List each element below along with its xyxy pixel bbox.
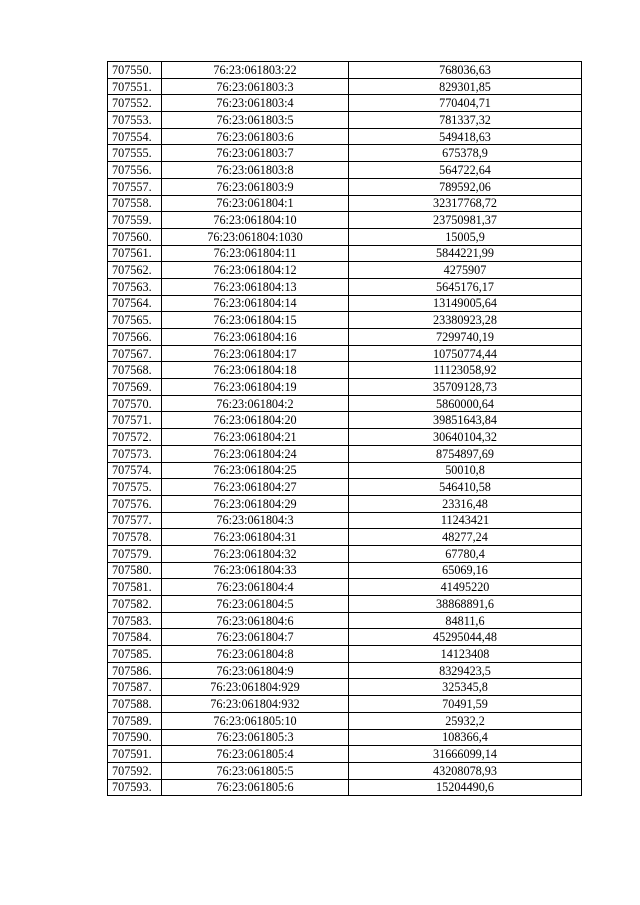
row-number-cell: 707564.	[108, 295, 162, 312]
row-number-cell: 707591.	[108, 746, 162, 763]
table-row	[108, 195, 582, 212]
row-number-cell: 707587.	[108, 679, 162, 696]
row-number-cell: 707576.	[108, 495, 162, 512]
cadastral-number-cell: 76:23:061804:25	[162, 462, 349, 479]
table-row	[108, 362, 582, 379]
table-row	[108, 262, 582, 279]
cadastral-number-cell: 76:23:061804:33	[162, 562, 349, 579]
table-row	[108, 162, 582, 179]
table-row	[108, 545, 582, 562]
row-number-cell: 707575.	[108, 479, 162, 496]
table-row	[108, 295, 582, 312]
row-number-cell: 707589.	[108, 712, 162, 729]
cadastral-number-cell: 76:23:061805:10	[162, 712, 349, 729]
row-number-cell: 707570.	[108, 395, 162, 412]
cadastral-number-cell: 76:23:061804:27	[162, 479, 349, 496]
cadastral-number-cell: 76:23:061804:4	[162, 579, 349, 596]
cadastral-number-cell: 76:23:061803:5	[162, 112, 349, 129]
table-row	[108, 412, 582, 429]
cadastral-number-cell: 76:23:061803:6	[162, 128, 349, 145]
table-row	[108, 178, 582, 195]
row-number-cell: 707555.	[108, 145, 162, 162]
row-number-cell: 707593.	[108, 779, 162, 796]
cadastral-number-cell: 76:23:061804:32	[162, 545, 349, 562]
row-number-cell: 707556.	[108, 162, 162, 179]
cadastral-number-cell: 76:23:061804:932	[162, 696, 349, 713]
table-row	[108, 712, 582, 729]
table-row	[108, 345, 582, 362]
value-cell: 5844221,99	[349, 245, 582, 262]
value-cell: 32317768,72	[349, 195, 582, 212]
cadastral-number-cell: 76:23:061804:11	[162, 245, 349, 262]
table-row	[108, 245, 582, 262]
cadastral-number-cell: 76:23:061804:1	[162, 195, 349, 212]
row-number-cell: 707563.	[108, 278, 162, 295]
value-cell: 781337,32	[349, 112, 582, 129]
value-cell: 8754897,69	[349, 445, 582, 462]
table-row	[108, 529, 582, 546]
cadastral-number-cell: 76:23:061804:15	[162, 312, 349, 329]
cadastral-number-cell: 76:23:061804:5	[162, 596, 349, 613]
value-cell: 70491,59	[349, 696, 582, 713]
value-cell: 549418,63	[349, 128, 582, 145]
row-number-cell: 707579.	[108, 545, 162, 562]
cadastral-number-cell: 76:23:061804:929	[162, 679, 349, 696]
value-cell: 41495220	[349, 579, 582, 596]
value-cell: 31666099,14	[349, 746, 582, 763]
cadastral-number-cell: 76:23:061804:2	[162, 395, 349, 412]
value-cell: 546410,58	[349, 479, 582, 496]
row-number-cell: 707559.	[108, 212, 162, 229]
row-number-cell: 707578.	[108, 529, 162, 546]
value-cell: 23380923,28	[349, 312, 582, 329]
row-number-cell: 707586.	[108, 662, 162, 679]
value-cell: 15204490,6	[349, 779, 582, 796]
table-row	[108, 112, 582, 129]
row-number-cell: 707567.	[108, 345, 162, 362]
row-number-cell: 707577.	[108, 512, 162, 529]
value-cell: 770404,71	[349, 95, 582, 112]
value-cell: 564722,64	[349, 162, 582, 179]
table-row	[108, 379, 582, 396]
table-row	[108, 629, 582, 646]
value-cell: 108366,4	[349, 729, 582, 746]
table-row	[108, 145, 582, 162]
value-cell: 45295044,48	[349, 629, 582, 646]
value-cell: 35709128,73	[349, 379, 582, 396]
row-number-cell: 707557.	[108, 178, 162, 195]
value-cell: 325345,8	[349, 679, 582, 696]
table-row	[108, 596, 582, 613]
row-number-cell: 707569.	[108, 379, 162, 396]
cadastral-number-cell: 76:23:061804:13	[162, 278, 349, 295]
value-cell: 13149005,64	[349, 295, 582, 312]
row-number-cell: 707582.	[108, 596, 162, 613]
value-cell: 11123058,92	[349, 362, 582, 379]
value-cell: 7299740,19	[349, 329, 582, 346]
cadastral-number-cell: 76:23:061803:22	[162, 62, 349, 79]
value-cell: 25932,2	[349, 712, 582, 729]
table-row	[108, 479, 582, 496]
table-row	[108, 429, 582, 446]
cadastral-number-cell: 76:23:061804:20	[162, 412, 349, 429]
cadastral-number-cell: 76:23:061804:21	[162, 429, 349, 446]
value-cell: 30640104,32	[349, 429, 582, 446]
table-row	[108, 679, 582, 696]
row-number-cell: 707553.	[108, 112, 162, 129]
row-number-cell: 707583.	[108, 612, 162, 629]
table-row	[108, 495, 582, 512]
table-row	[108, 746, 582, 763]
row-number-cell: 707558.	[108, 195, 162, 212]
table-row	[108, 462, 582, 479]
row-number-cell: 707592.	[108, 762, 162, 779]
value-cell: 39851643,84	[349, 412, 582, 429]
value-cell: 10750774,44	[349, 345, 582, 362]
row-number-cell: 707566.	[108, 329, 162, 346]
row-number-cell: 707581.	[108, 579, 162, 596]
value-cell: 65069,16	[349, 562, 582, 579]
row-number-cell: 707560.	[108, 228, 162, 245]
value-cell: 768036,63	[349, 62, 582, 79]
row-number-cell: 707580.	[108, 562, 162, 579]
table-row	[108, 228, 582, 245]
row-number-cell: 707573.	[108, 445, 162, 462]
cadastral-number-cell: 76:23:061804:17	[162, 345, 349, 362]
cadastral-number-cell: 76:23:061803:4	[162, 95, 349, 112]
row-number-cell: 707561.	[108, 245, 162, 262]
cadastral-number-cell: 76:23:061804:7	[162, 629, 349, 646]
value-cell: 50010,8	[349, 462, 582, 479]
value-cell: 675378,9	[349, 145, 582, 162]
cadastral-number-cell: 76:23:061803:3	[162, 78, 349, 95]
table-row	[108, 78, 582, 95]
row-number-cell: 707571.	[108, 412, 162, 429]
value-cell: 67780,4	[349, 545, 582, 562]
cadastral-number-cell: 76:23:061804:31	[162, 529, 349, 546]
value-cell: 38868891,6	[349, 596, 582, 613]
table-row	[108, 762, 582, 779]
cadastral-number-cell: 76:23:061804:6	[162, 612, 349, 629]
row-number-cell: 707562.	[108, 262, 162, 279]
row-number-cell: 707588.	[108, 696, 162, 713]
value-cell: 23750981,37	[349, 212, 582, 229]
cadastral-number-cell: 76:23:061804:19	[162, 379, 349, 396]
row-number-cell: 707584.	[108, 629, 162, 646]
table-row	[108, 646, 582, 663]
cadastral-value-table	[107, 61, 582, 796]
value-cell: 11243421	[349, 512, 582, 529]
table-row	[108, 579, 582, 596]
value-cell: 5645176,17	[349, 278, 582, 295]
cadastral-number-cell: 76:23:061805:4	[162, 746, 349, 763]
value-cell: 43208078,93	[349, 762, 582, 779]
cadastral-number-cell: 76:23:061805:5	[162, 762, 349, 779]
table-row	[108, 128, 582, 145]
value-cell: 48277,24	[349, 529, 582, 546]
cadastral-number-cell: 76:23:061804:12	[162, 262, 349, 279]
cadastral-number-cell: 76:23:061803:9	[162, 178, 349, 195]
cadastral-number-cell: 76:23:061805:6	[162, 779, 349, 796]
cadastral-number-cell: 76:23:061805:3	[162, 729, 349, 746]
cadastral-number-cell: 76:23:061804:14	[162, 295, 349, 312]
cadastral-number-cell: 76:23:061804:1030	[162, 228, 349, 245]
value-cell: 789592,06	[349, 178, 582, 195]
row-number-cell: 707565.	[108, 312, 162, 329]
row-number-cell: 707551.	[108, 78, 162, 95]
table-row	[108, 662, 582, 679]
value-cell: 4275907	[349, 262, 582, 279]
row-number-cell: 707574.	[108, 462, 162, 479]
value-cell: 15005,9	[349, 228, 582, 245]
row-number-cell: 707554.	[108, 128, 162, 145]
value-cell: 829301,85	[349, 78, 582, 95]
table-row	[108, 62, 582, 79]
row-number-cell: 707550.	[108, 62, 162, 79]
table-row	[108, 95, 582, 112]
table-row	[108, 562, 582, 579]
cadastral-number-cell: 76:23:061804:10	[162, 212, 349, 229]
table-row	[108, 212, 582, 229]
cadastral-number-cell: 76:23:061804:29	[162, 495, 349, 512]
row-number-cell: 707590.	[108, 729, 162, 746]
table-row	[108, 395, 582, 412]
cadastral-number-cell: 76:23:061804:3	[162, 512, 349, 529]
row-number-cell: 707572.	[108, 429, 162, 446]
cadastral-number-cell: 76:23:061804:16	[162, 329, 349, 346]
table-row	[108, 445, 582, 462]
value-cell: 5860000,64	[349, 395, 582, 412]
value-cell: 84811,6	[349, 612, 582, 629]
cadastral-number-cell: 76:23:061803:8	[162, 162, 349, 179]
value-cell: 14123408	[349, 646, 582, 663]
table-body	[108, 62, 582, 796]
row-number-cell: 707585.	[108, 646, 162, 663]
table-row	[108, 696, 582, 713]
table-row	[108, 729, 582, 746]
table-row	[108, 312, 582, 329]
row-number-cell: 707568.	[108, 362, 162, 379]
table-row	[108, 779, 582, 796]
table-row	[108, 512, 582, 529]
value-cell: 8329423,5	[349, 662, 582, 679]
value-cell: 23316,48	[349, 495, 582, 512]
cadastral-number-cell: 76:23:061803:7	[162, 145, 349, 162]
cadastral-number-cell: 76:23:061804:9	[162, 662, 349, 679]
table-row	[108, 329, 582, 346]
cadastral-number-cell: 76:23:061804:18	[162, 362, 349, 379]
table-row	[108, 278, 582, 295]
cadastral-number-cell: 76:23:061804:8	[162, 646, 349, 663]
row-number-cell: 707552.	[108, 95, 162, 112]
cadastral-number-cell: 76:23:061804:24	[162, 445, 349, 462]
table-row	[108, 612, 582, 629]
